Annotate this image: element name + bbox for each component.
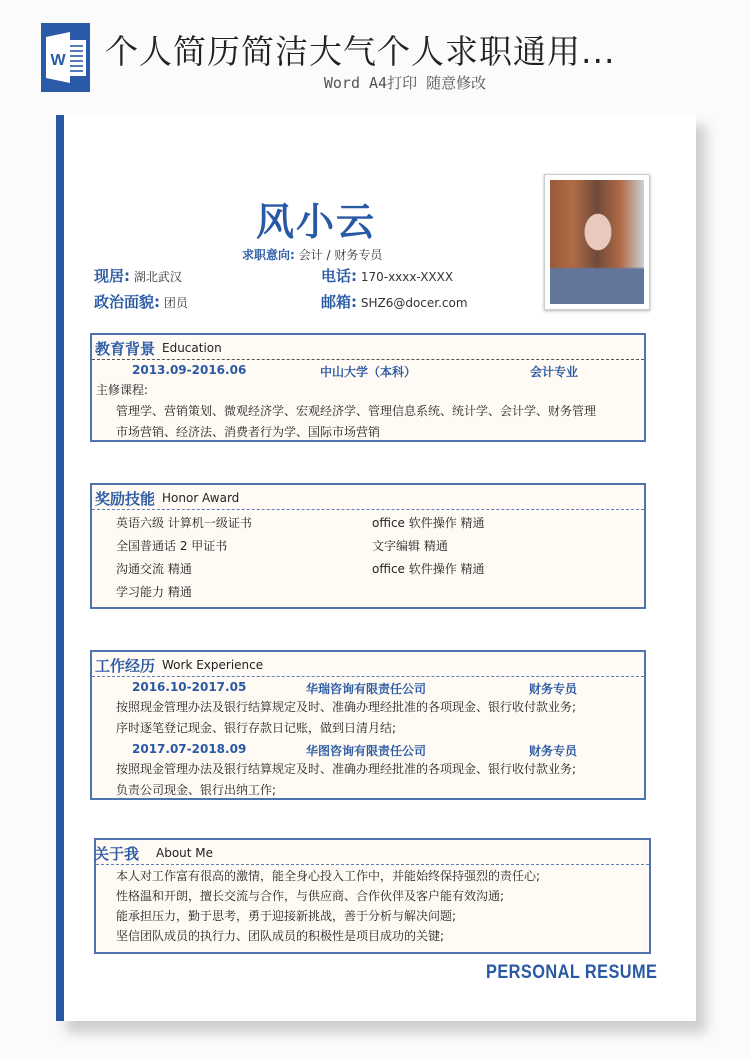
candidate-name: 风小云 [256,200,377,244]
courses-label: 主修课程: [96,383,149,397]
education-title-cn: 教育背景 [95,340,156,358]
photo-image [550,180,644,304]
section-education [90,333,646,442]
political-label: 政治面貌: [94,293,160,311]
about-line-1: 本人对工作富有很高的激情，能全身心投入工作中，并能始终保持强烈的责任心; [116,869,541,883]
honors-title-en: Honor Award [162,491,240,505]
document-subtitle: Word A4打印 随意修改 [323,74,487,92]
honors-header [92,485,644,510]
about-line-4: 坚信团队成员的执行力、团队成员的积极性是项目成功的关键; [116,929,445,943]
about-title-cn: 关于我 [94,845,140,863]
job-1-role: 财务专员 [529,682,578,696]
job-2-company: 华图咨询有限责任公司 [306,744,427,758]
honor-left-3: 沟通交流 精通 [116,562,192,576]
email-value: SHZ6@docer.com [360,296,468,310]
job-intent-label: 求职意向: [242,248,295,262]
info-phone [321,265,453,286]
honor-left-2: 全国普通话 2 甲证书 [116,539,228,553]
job-1-company: 华瑞咨询有限责任公司 [306,682,427,696]
svg-text:W: W [50,52,66,69]
profile-photo [544,174,650,310]
political-value: 团员 [163,296,188,310]
info-residence [94,265,182,286]
residence-value: 湖北武汉 [133,270,182,284]
about-line-3: 能承担压力，勤于思考，勇于迎接新挑战，善于分析与解决问题; [116,909,457,923]
personal-resume-label: PERSONAL RESUME [486,962,658,983]
education-title-en: Education [162,341,222,355]
job-2-line-2: 负责公司现金、银行出纳工作; [116,783,277,797]
section-honors [90,483,646,609]
section-work [90,650,646,800]
job-row-2 [92,739,644,759]
job-1-line-2: 序时逐笔登记现金、银行存款日记账，做到日清月结; [116,721,397,735]
work-title-en: Work Experience [162,658,264,672]
education-major: 会计专业 [530,365,579,379]
honor-left-1: 英语六级 计算机一级证书 [116,516,252,530]
education-row [92,360,644,380]
info-political [94,291,188,312]
job-2-line-1: 按照现金管理办法及银行结算规定及时、准确办理经批准的各项现金、银行收付款业务; [116,762,577,776]
job-1-period: 2016.10-2017.05 [132,680,247,694]
honor-right-3: office 软件操作 精通 [372,562,485,576]
job-2-period: 2017.07-2018.09 [132,742,247,756]
education-period: 2013.09-2016.06 [132,363,247,377]
job-1-line-1: 按照现金管理办法及银行结算规定及时、准确办理经批准的各项现金、银行收付款业务; [116,700,577,714]
work-title-cn: 工作经历 [95,657,156,675]
education-school: 中山大学（本科） [320,365,417,379]
phone-value: 170-xxxx-XXXX [360,270,454,284]
accent-bar [56,115,64,1021]
honor-right-2: 文字编辑 精通 [372,539,448,553]
phone-label: 电话: [321,267,357,285]
about-line-2: 性格温和开朗，擅长交流与合作，与供应商、合作伙伴及客户能有效沟通; [116,889,505,903]
about-header [96,840,649,865]
education-header [92,335,644,360]
honors-title-cn: 奖励技能 [95,490,156,508]
residence-label: 现居: [94,267,130,285]
resume-page [56,115,696,1021]
courses-line-1: 管理学、营销策划、微观经济学、宏观经济学、管理信息系统、统计学、会计学、财务管理 [116,404,597,418]
job-intent-value: 会计 / 财务专员 [298,248,383,262]
job-row-1 [92,677,644,697]
courses-line-2: 市场营销、经济法、消费者行为学、国际市场营销 [116,425,381,439]
work-header [92,652,644,677]
about-title-en: About Me [156,846,214,860]
email-label: 邮箱: [321,293,357,311]
preview-header [0,0,750,110]
job-intent [242,246,382,263]
honor-right-1: office 软件操作 精通 [372,516,485,530]
job-2-role: 财务专员 [529,744,578,758]
info-email [321,291,468,312]
document-title: 个人简历简洁大气个人求职通用... [105,32,616,71]
about-lines [96,865,649,946]
section-about [94,838,651,954]
honor-left-4: 学习能力 精通 [116,585,192,599]
